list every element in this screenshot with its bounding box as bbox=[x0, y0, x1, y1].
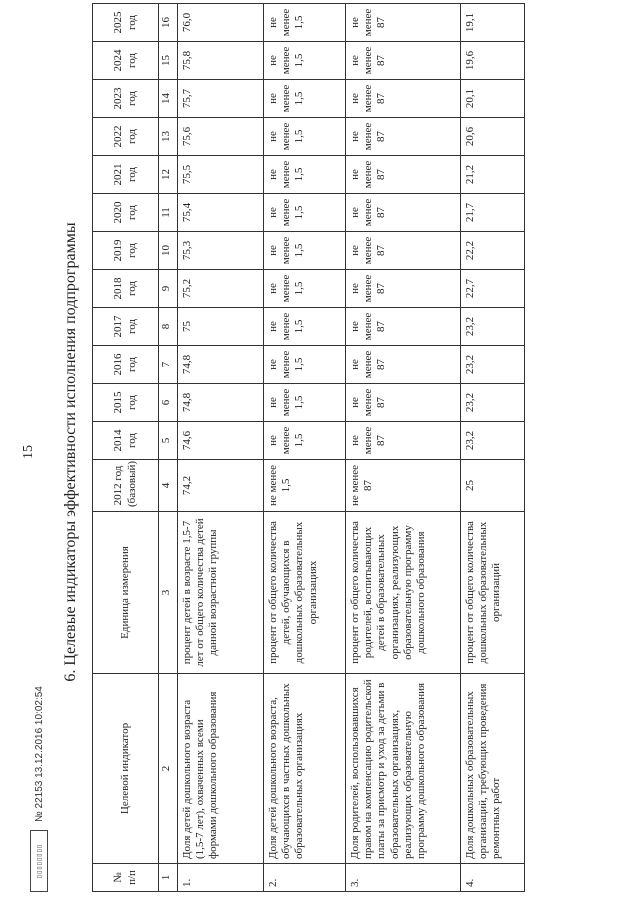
value-cell: не менее 1,5 bbox=[264, 80, 346, 118]
column-number: 7 bbox=[159, 346, 178, 384]
value-cell: не менее 87 bbox=[346, 118, 461, 156]
column-number: 11 bbox=[159, 194, 178, 232]
value-cell: 23,2 bbox=[461, 422, 525, 460]
value-cell: 76,0 bbox=[178, 4, 264, 42]
column-number-row bbox=[159, 4, 178, 892]
column-number: 6 bbox=[159, 384, 178, 422]
stamp-text: № 22153 13.12.2016 10:02:54 bbox=[33, 686, 45, 822]
header-year: 2017 год bbox=[93, 308, 159, 346]
header-year: 2015 год bbox=[93, 384, 159, 422]
header-year: 2024 год bbox=[93, 42, 159, 80]
value-cell: 75,6 bbox=[178, 118, 264, 156]
value-cell: не менее 87 bbox=[346, 42, 461, 80]
value-cell: не менее 87 bbox=[346, 460, 461, 512]
value-cell: не менее 87 bbox=[346, 346, 461, 384]
value-cell: не менее 87 bbox=[346, 194, 461, 232]
header-year: 2021 год bbox=[93, 156, 159, 194]
table-row bbox=[461, 4, 525, 892]
value-cell: не менее 1,5 bbox=[264, 422, 346, 460]
value-cell: не менее 1,5 bbox=[264, 42, 346, 80]
value-cell: 74,8 bbox=[178, 346, 264, 384]
value-cell: не менее 87 bbox=[346, 308, 461, 346]
section-heading: 6. Целевые индикаторы эффективности исполнения подпрограммы bbox=[62, 222, 79, 682]
value-cell: 23,2 bbox=[461, 308, 525, 346]
value-cell: 21,2 bbox=[461, 156, 525, 194]
row-number: 3. bbox=[346, 864, 461, 892]
value-cell: не менее 1,5 bbox=[264, 232, 346, 270]
unit-cell: процент от общего количества детей, обучающихся в дошкольных образовательных организациях bbox=[264, 512, 346, 674]
value-cell: 75,8 bbox=[178, 42, 264, 80]
column-number: 14 bbox=[159, 80, 178, 118]
value-cell: не менее 87 bbox=[346, 422, 461, 460]
value-cell: 22,2 bbox=[461, 232, 525, 270]
value-cell: 75 bbox=[178, 308, 264, 346]
value-cell: не менее 87 bbox=[346, 232, 461, 270]
value-cell: не менее 1,5 bbox=[264, 308, 346, 346]
value-cell: не менее 1,5 bbox=[264, 384, 346, 422]
rotated-page-content bbox=[20, 8, 620, 892]
column-number: 10 bbox=[159, 232, 178, 270]
document-stamp bbox=[30, 686, 48, 892]
header-year: 2012 год (базовый) bbox=[93, 460, 159, 512]
value-cell: 74,6 bbox=[178, 422, 264, 460]
page-number: 15 bbox=[21, 445, 36, 459]
indicator-cell: Доля дошкольных образовательных организаций, требующих проведения ремонтных работ bbox=[461, 674, 525, 864]
indicators-table bbox=[92, 3, 525, 892]
value-cell: 21,7 bbox=[461, 194, 525, 232]
value-cell: не менее 1,5 bbox=[264, 194, 346, 232]
value-cell: не менее 1,5 bbox=[264, 346, 346, 384]
column-number: 13 bbox=[159, 118, 178, 156]
unit-cell: процент от общего количества дошкольных образовательных организаций bbox=[461, 512, 525, 674]
column-number: 15 bbox=[159, 42, 178, 80]
value-cell: 22,7 bbox=[461, 270, 525, 308]
value-cell: не менее 87 bbox=[346, 80, 461, 118]
indicator-cell: Доля детей дошкольного возраста (1,5-7 лет), охваченных всеми формами дошкольного образования bbox=[178, 674, 264, 864]
table-row bbox=[178, 4, 264, 892]
value-cell: 20,6 bbox=[461, 118, 525, 156]
column-number: 3 bbox=[159, 512, 178, 674]
value-cell: 23,2 bbox=[461, 384, 525, 422]
header-year: 2023 год bbox=[93, 80, 159, 118]
value-cell: 19,6 bbox=[461, 42, 525, 80]
value-cell: 75,7 bbox=[178, 80, 264, 118]
value-cell: не менее 87 bbox=[346, 270, 461, 308]
value-cell: не менее 87 bbox=[346, 156, 461, 194]
value-cell: 20,1 bbox=[461, 80, 525, 118]
row-number: 4. bbox=[461, 864, 525, 892]
table-row bbox=[264, 4, 346, 892]
indicator-cell: Доля родителей, воспользовавшихся правом на компенсацию родительской платы за присмотр и уход за детьми в образовательных организациях, реализующих образовательную программу дошкольного образования bbox=[346, 674, 461, 864]
column-number: 8 bbox=[159, 308, 178, 346]
row-number: 1. bbox=[178, 864, 264, 892]
table-header-row bbox=[93, 4, 159, 892]
value-cell: 75,4 bbox=[178, 194, 264, 232]
column-number: 5 bbox=[159, 422, 178, 460]
stamp-logo: ▯▯▯▯▯▯▯▯ bbox=[30, 830, 48, 892]
value-cell: 75,2 bbox=[178, 270, 264, 308]
column-number: 12 bbox=[159, 156, 178, 194]
header-indicator: Целевой индикатор bbox=[93, 674, 159, 864]
header-unit: Единица измерения bbox=[93, 512, 159, 674]
table-row bbox=[346, 4, 461, 892]
value-cell: 19,1 bbox=[461, 4, 525, 42]
value-cell: 75,5 bbox=[178, 156, 264, 194]
header-year: 2020 год bbox=[93, 194, 159, 232]
row-number: 2. bbox=[264, 864, 346, 892]
unit-cell: процент от общего количества родителей, воспитывающих детей в образовательных организациях, реализующих образовательную программу дошкольного образования bbox=[346, 512, 461, 674]
value-cell: не менее 1,5 bbox=[264, 118, 346, 156]
header-year: 2016 год bbox=[93, 346, 159, 384]
header-year: 2018 год bbox=[93, 270, 159, 308]
value-cell: не менее 87 bbox=[346, 384, 461, 422]
column-number: 2 bbox=[159, 674, 178, 864]
indicator-cell: Доля детей дошкольного возраста, обучающихся в частных дошкольных образовательных организациях bbox=[264, 674, 346, 864]
value-cell: 75,3 bbox=[178, 232, 264, 270]
header-year: 2022 год bbox=[93, 118, 159, 156]
value-cell: не менее 1,5 bbox=[264, 460, 346, 512]
header-year: 2019 год bbox=[93, 232, 159, 270]
value-cell: 74,2 bbox=[178, 460, 264, 512]
unit-cell: процент детей в возрасте 1,5-7 лет от общего количества детей данной возрастной группы bbox=[178, 512, 264, 674]
value-cell: 74,8 bbox=[178, 384, 264, 422]
column-number: 9 bbox=[159, 270, 178, 308]
column-number: 16 bbox=[159, 4, 178, 42]
header-year: 2014 год bbox=[93, 422, 159, 460]
header-year: 2025 год bbox=[93, 4, 159, 42]
value-cell: не менее 1,5 bbox=[264, 4, 346, 42]
value-cell: 23,2 bbox=[461, 346, 525, 384]
header-num: № п/п bbox=[93, 864, 159, 892]
value-cell: не менее 87 bbox=[346, 4, 461, 42]
column-number: 1 bbox=[159, 864, 178, 892]
value-cell: 25 bbox=[461, 460, 525, 512]
value-cell: не менее 1,5 bbox=[264, 156, 346, 194]
column-number: 4 bbox=[159, 460, 178, 512]
value-cell: не менее 1,5 bbox=[264, 270, 346, 308]
